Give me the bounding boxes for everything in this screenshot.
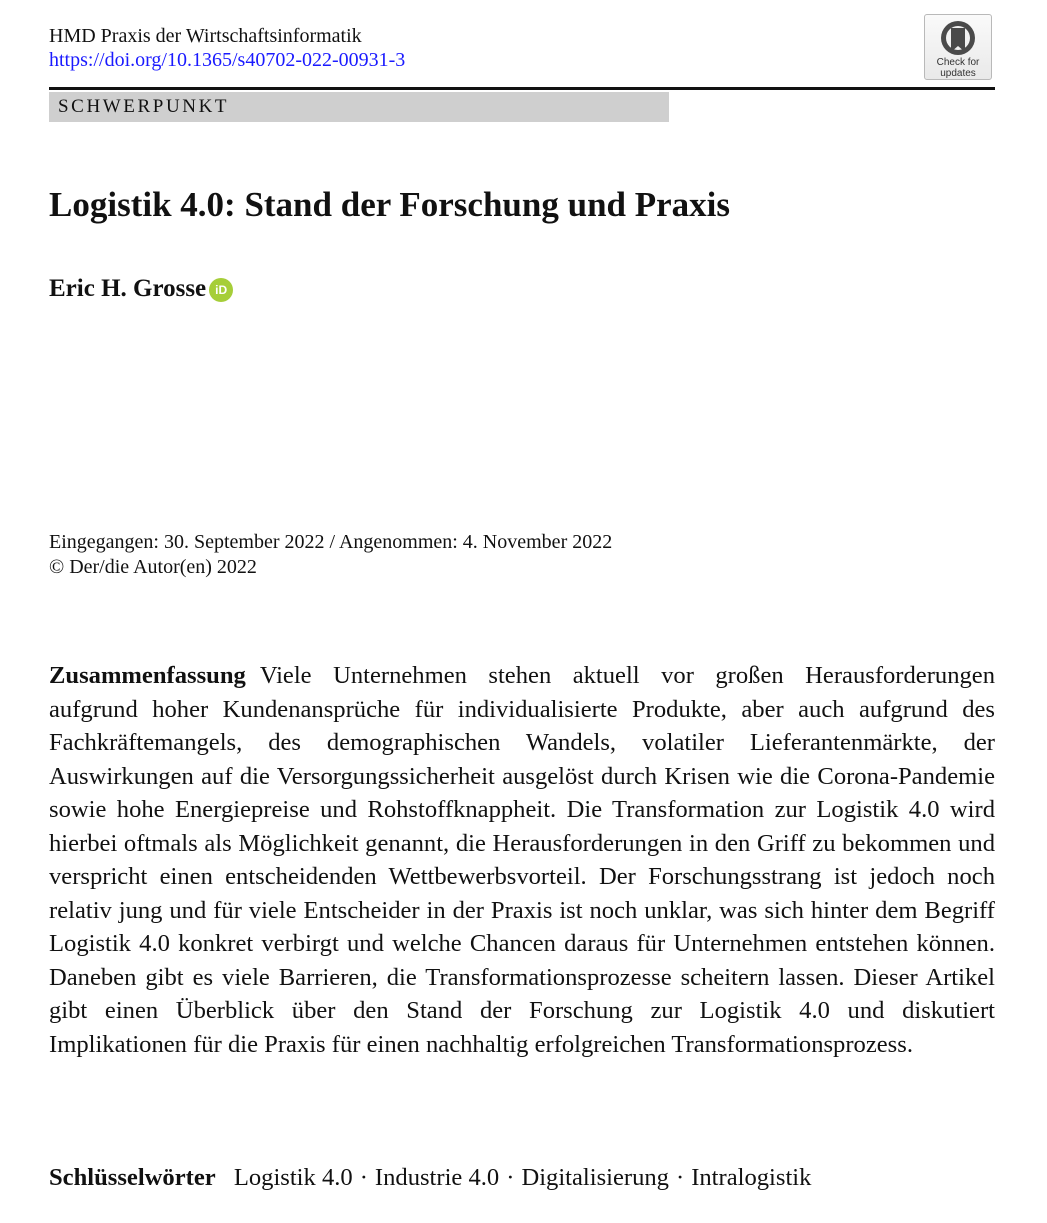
keyword-separator: ·: [359, 1164, 368, 1191]
keyword-separator: ·: [675, 1164, 685, 1191]
keyword: Industrie 4.0: [374, 1164, 500, 1191]
keyword: Digitalisierung: [521, 1164, 669, 1191]
abstract-text: Viele Unternehmen stehen aktuell vor großen Herausforderungen aufgrund hoher Kundenansprüche für individualisierte Produkte, aber auch aufgrund des Fachkräftemangels, des demographischen Wandels, volatiler Lieferantenmärkte, der Auswirkungen auf die Versorgungssicherheit ausgelöst durch Krisen wie die Corona-Pandemie sowie hohe Energiepreise und Rohstoffknappheit. Die Transformation zur Logistik 4.0 wird hierbei oftmals als Möglichkeit genannt, die Herausforderungen in den Griff zu bekommen und verspricht einen entscheidenden Wettbewerbsvorteil. Der Forschungsstrang ist jedoch noch relativ jung und für viele Entscheider in der Praxis ist noch unklar, was sich hinter dem Begriff Logistik 4.0 konkret verbirgt und welche Chancen daraus für Unternehmen entstehen können. Daneben gibt es viele Barrieren, die Transformationsprozesse scheitern lassen. Dieser Artikel gibt einen Überblick über den Stand der Forschung zur Logistik 4.0 und diskutiert Implikationen für die Praxis für einen nachhaltig erfolgreichen Transformationsprozess.: [49, 662, 995, 1058]
author-name[interactable]: Eric H. Grosse: [49, 275, 207, 302]
keyword: Intralogistik: [691, 1164, 812, 1191]
abstract: [49, 659, 995, 1061]
orcid-icon[interactable]: iD: [209, 278, 233, 302]
doi-link[interactable]: https://doi.org/10.1365/s40702-022-00931-3: [49, 49, 406, 71]
abstract-heading: Zusammenfassung: [49, 662, 246, 689]
check-updates-line2: updates: [940, 68, 976, 79]
article-dates: [49, 530, 612, 580]
received-accepted: Eingegangen: 30. September 2022 / Angenommen: 4. November 2022: [49, 531, 613, 553]
copyright: © Der/die Autor(en) 2022: [49, 556, 257, 578]
keywords-heading: Schlüsselwörter: [49, 1164, 216, 1191]
keywords: [49, 1161, 811, 1194]
check-for-updates-button[interactable]: [924, 14, 992, 80]
section-band: [49, 92, 669, 122]
author-line: [49, 273, 233, 305]
journal-header: [49, 24, 405, 72]
keyword: Logistik 4.0: [233, 1164, 353, 1191]
article-title: Logistik 4.0: Stand der Forschung und Praxis: [49, 185, 731, 224]
journal-name: HMD Praxis der Wirtschaftsinformatik: [49, 25, 362, 47]
header-rule: [49, 87, 995, 90]
check-updates-line1: Check for: [936, 57, 980, 68]
crossmark-icon: [939, 19, 977, 57]
keyword-separator: ·: [506, 1164, 515, 1191]
section-label: SCHWERPUNKT: [58, 96, 230, 117]
